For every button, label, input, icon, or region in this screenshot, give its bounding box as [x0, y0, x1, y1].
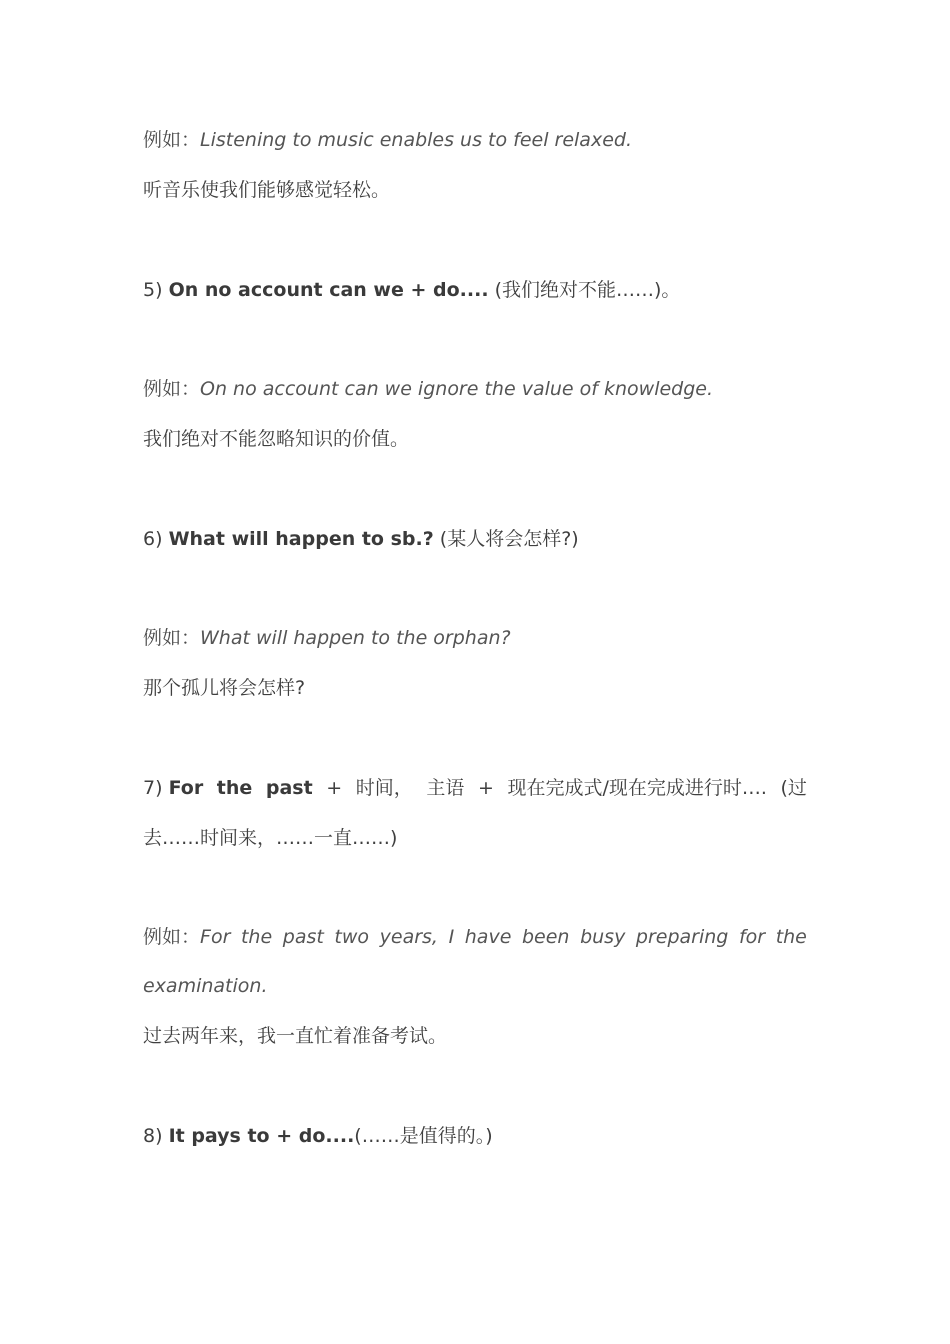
example-english: On no account can we ignore the value of knowledge. — [200, 378, 714, 400]
pattern-number: 7) — [143, 777, 163, 799]
pattern-phrase: On no account can we + do.... — [168, 279, 489, 301]
example-word: busy — [580, 926, 626, 948]
example-word: For — [200, 926, 231, 948]
example-line — [143, 125, 632, 155]
example-label: 例如： — [143, 378, 201, 400]
pattern-number: 5) — [143, 279, 163, 301]
pattern-text: 时间， — [355, 777, 413, 799]
example-english: What will happen to the orphan? — [200, 627, 511, 649]
pattern-heading — [143, 524, 579, 554]
pattern-meaning: (某人将会怎样?) — [439, 528, 579, 550]
example-label: 例如： — [143, 129, 201, 151]
pattern-text: (过 — [780, 777, 807, 799]
example-english: Listening to music enables us to feel relaxed. — [200, 129, 632, 151]
example-start — [143, 922, 230, 952]
example-word: past — [282, 926, 324, 948]
example-translation: 过去两年来，我一直忙着准备考试。 — [143, 1025, 448, 1047]
example-translation: 听音乐使我们能够感觉轻松。 — [143, 179, 391, 201]
pattern-text: + — [477, 777, 494, 799]
pattern-number: 8) — [143, 1125, 163, 1147]
pattern-phrase-word: the — [216, 777, 253, 799]
example-word: been — [521, 926, 570, 948]
example-line — [143, 922, 807, 952]
pattern-phrase: What will happen to sb.? — [168, 528, 434, 550]
pattern-text: 现在完成式/现在完成进行时…. — [507, 777, 767, 799]
example-word: two — [334, 926, 370, 948]
example-word: have — [464, 926, 512, 948]
pattern-text: + — [326, 777, 343, 799]
pattern-text: 主语 — [426, 777, 465, 799]
example-label: 例如： — [143, 627, 201, 649]
pattern-number-group — [143, 773, 203, 803]
example-word: the — [775, 926, 807, 948]
example-word: for — [738, 926, 766, 948]
pattern-number: 6) — [143, 528, 163, 550]
example-word: preparing — [635, 926, 729, 948]
example-english-continued: examination. — [143, 975, 268, 997]
example-word: I — [448, 926, 455, 948]
pattern-meaning: (……是值得的。) — [354, 1125, 493, 1147]
pattern-heading — [143, 1121, 493, 1151]
example-line — [143, 374, 713, 404]
example-word: the — [240, 926, 273, 948]
pattern-phrase-word: For — [168, 777, 204, 799]
example-translation: 我们绝对不能忽略知识的价值。 — [143, 428, 410, 450]
example-label: 例如： — [143, 926, 201, 948]
pattern-heading — [143, 773, 807, 803]
example-word: years, — [379, 926, 438, 948]
example-line — [143, 623, 511, 653]
pattern-meaning: 去……时间来，……一直……) — [143, 827, 398, 849]
pattern-heading — [143, 275, 680, 305]
pattern-phrase-word: past — [265, 777, 313, 799]
pattern-meaning: (我们绝对不能……)。 — [494, 279, 681, 301]
example-translation: 那个孤儿将会怎样? — [143, 677, 306, 699]
pattern-phrase: It pays to + do.... — [168, 1125, 355, 1147]
